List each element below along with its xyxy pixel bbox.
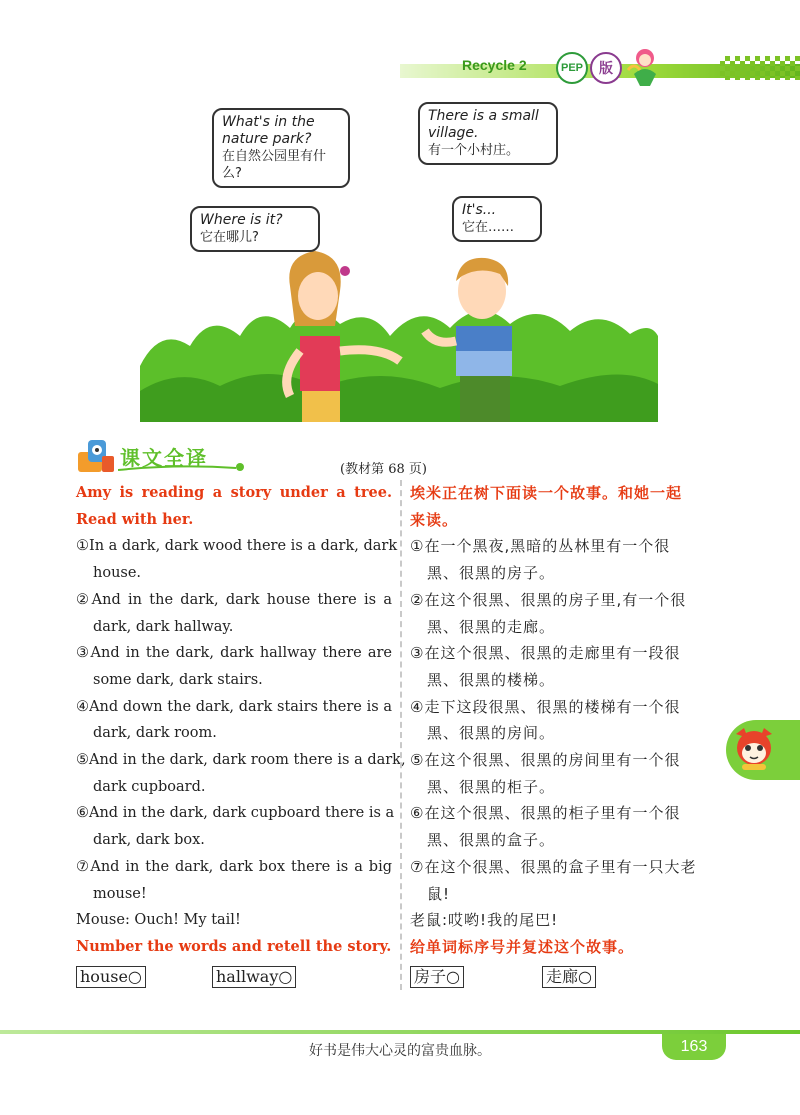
edition-badge: 版 — [590, 52, 622, 84]
story-line: ②And in the dark, dark house there is a — [76, 591, 392, 608]
page-header — [0, 44, 800, 88]
story-line: ⑥在这个很黑、很黑的柜子里有一个很 — [410, 804, 681, 823]
story-line: ④走下这段很黑、很黑的楼梯有一个很 — [410, 697, 681, 716]
story-line: ②在这个很黑、很黑的房子里,有一个很 — [410, 590, 687, 609]
speech-bubble — [212, 108, 350, 188]
story-illustration — [140, 96, 658, 422]
story-line: some dark, dark stairs. — [93, 671, 263, 688]
word-box-hallway-zh[interactable]: 走廊○ — [542, 966, 596, 988]
story-line: ⑤And in the dark, dark room there is a dark, — [76, 752, 406, 769]
footer-slogan: 好书是伟大心灵的富贵血脉。 — [309, 1043, 491, 1059]
speech-bubble — [452, 196, 542, 242]
english-column — [76, 480, 406, 961]
bubble-english: It's... — [462, 202, 497, 218]
page-number: 163 — [662, 1034, 726, 1060]
task-line: Number the words and retell the story. — [76, 937, 392, 955]
bubble-chinese: 有一个小村庄。 — [428, 143, 520, 158]
speech-bubble — [418, 102, 558, 165]
speech-bubble — [190, 206, 320, 252]
intro-line: 埃米正在树下面读一个故事。和她一起 — [410, 484, 683, 502]
bubble-chinese: 在自然公园里有什么? — [222, 149, 327, 181]
story-line: ⑥And in the dark, dark cupboard there is a — [76, 805, 395, 822]
story-line: dark, dark room. — [93, 725, 217, 742]
intro-line: Amy is reading a story under a tree. — [76, 484, 392, 501]
bubble-english: What's in the nature park? — [222, 114, 315, 147]
story-line: dark cupboard. — [93, 778, 206, 795]
task-line: 给单词标序号并复述这个故事。 — [410, 937, 635, 956]
bubble-chinese: 它在…… — [462, 220, 515, 235]
story-line: ①In a dark, dark wood there is a dark, dark — [76, 538, 398, 555]
section-title: 课文全译 — [120, 446, 208, 470]
story-line: mouse! — [93, 885, 147, 902]
column-divider — [400, 480, 402, 990]
bubble-chinese: 它在哪儿? — [200, 230, 259, 245]
book-mascot-icon — [76, 438, 116, 474]
word-box-house-zh[interactable]: 房子○ — [410, 966, 464, 988]
fairy-icon — [620, 44, 670, 88]
story-line: dark, dark box. — [93, 832, 205, 849]
section-swoosh — [118, 462, 248, 474]
story-line: ③And in the dark, dark hallway there are — [76, 645, 392, 662]
story-line: Mouse: Ouch! My tail! — [76, 912, 241, 929]
bubble-english: There is a small village. — [428, 108, 539, 141]
story-line: 黑、很黑的走廊。 — [427, 617, 556, 636]
story-line: 黑、很黑的房间。 — [427, 724, 556, 743]
header-checker-pattern — [720, 56, 800, 80]
story-line: house. — [93, 565, 142, 582]
story-line: 黑、很黑的房子。 — [427, 564, 556, 583]
section-label: Recycle 2 — [462, 57, 527, 73]
intro-line: Read with her. — [76, 510, 194, 528]
story-line: ⑤在这个很黑、很黑的房间里有一个很 — [410, 751, 681, 770]
textbook-page-reference: (教材第 68 页) — [340, 462, 427, 477]
story-line: ①在一个黑夜,黑暗的丛林里有一个很 — [410, 537, 671, 556]
story-line: ④And down the dark, dark stairs there is a — [76, 698, 392, 715]
story-line: 老鼠:哎哟!我的尾巴! — [410, 911, 559, 930]
story-line: 黑、很黑的盒子。 — [427, 831, 556, 850]
story-line: ⑦在这个很黑、很黑的盒子里有一只大老 — [410, 857, 697, 876]
story-line: ③在这个很黑、很黑的走廊里有一段很 — [410, 644, 681, 663]
story-line: ⑦And in the dark, dark box there is a big — [76, 858, 392, 875]
story-line: 黑、很黑的楼梯。 — [427, 670, 556, 689]
word-box-hallway[interactable]: hallway○ — [212, 966, 296, 988]
bubble-english: Where is it? — [200, 212, 283, 228]
pep-badge: PEP — [556, 52, 588, 84]
story-line: 鼠! — [427, 884, 451, 903]
side-tab — [726, 720, 800, 780]
story-line: 黑、很黑的柜子。 — [427, 777, 556, 796]
chinese-column — [410, 480, 726, 961]
word-box-house[interactable]: house○ — [76, 966, 146, 988]
fox-mascot-icon — [732, 726, 776, 772]
story-line: dark, dark hallway. — [93, 618, 234, 635]
intro-line: 来读。 — [410, 510, 459, 529]
